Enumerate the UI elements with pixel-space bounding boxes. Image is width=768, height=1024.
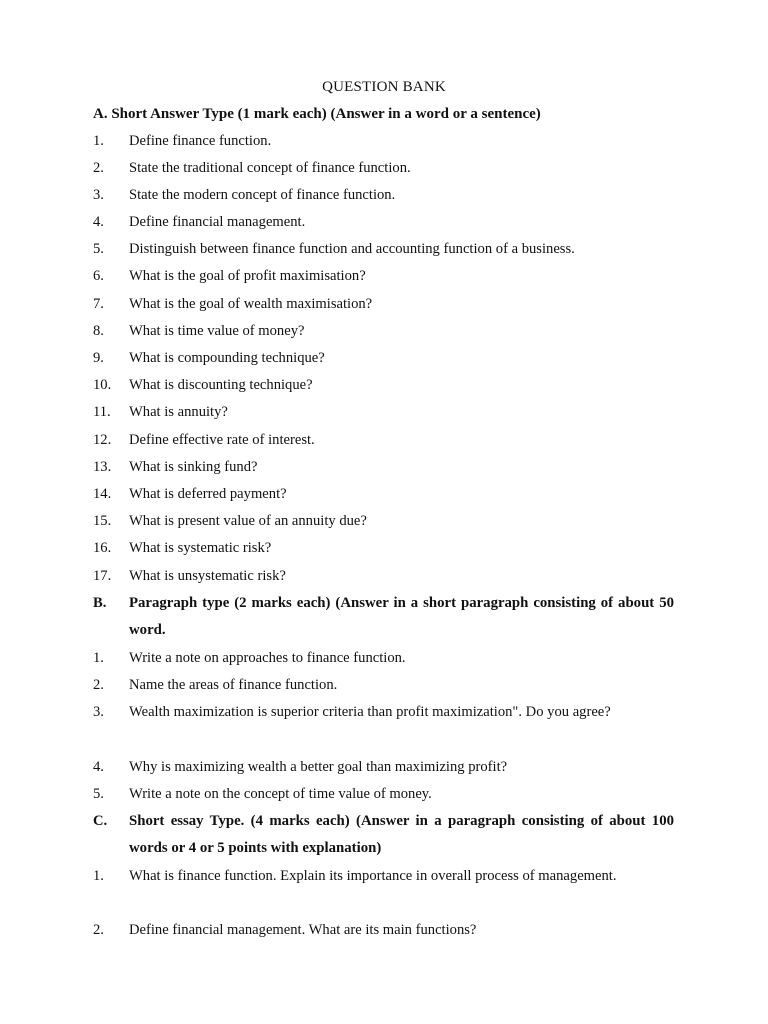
section-a-heading: A. Short Answer Type (1 mark each) (Answer in a word or a sentence) bbox=[93, 106, 541, 122]
item-number: 2. bbox=[93, 160, 104, 176]
section-c-heading bbox=[93, 808, 674, 862]
section-label: B. bbox=[93, 595, 107, 611]
item-number: 2. bbox=[93, 922, 104, 938]
item-text: Why is maximizing wealth a better goal than maximizing profit? bbox=[129, 759, 508, 775]
item-text: What is present value of an annuity due? bbox=[129, 513, 367, 529]
section-b-heading bbox=[93, 590, 674, 644]
item-number: 3. bbox=[93, 704, 104, 720]
item-text: Define finance function. bbox=[129, 133, 272, 149]
page-title: QUESTION BANK bbox=[322, 79, 446, 95]
item-number: 2. bbox=[93, 677, 104, 693]
item-text: Define effective rate of interest. bbox=[129, 432, 315, 448]
item-number: 9. bbox=[93, 350, 104, 366]
item-text: What is systematic risk? bbox=[129, 540, 272, 556]
item-text: What is time value of money? bbox=[129, 323, 305, 339]
item-number: 5. bbox=[93, 241, 104, 257]
item-number: 1. bbox=[93, 133, 104, 149]
item-text: Distinguish between finance function and accounting function of a business. bbox=[129, 241, 575, 257]
item-text: Write a note on the concept of time value of money. bbox=[129, 786, 432, 802]
item-text: Name the areas of finance function. bbox=[129, 677, 338, 693]
item-number: 4. bbox=[93, 214, 104, 230]
list-item bbox=[93, 699, 674, 726]
item-number: 12. bbox=[93, 432, 112, 448]
item-number: 6. bbox=[93, 268, 104, 284]
item-number: 1. bbox=[93, 650, 104, 666]
item-text: What is the goal of profit maximisation? bbox=[129, 268, 366, 284]
item-text: What is deferred payment? bbox=[129, 486, 287, 502]
item-text: Define financial management. bbox=[129, 214, 306, 230]
item-number: 10. bbox=[93, 377, 112, 393]
item-number: 1. bbox=[93, 868, 104, 884]
item-text: State the traditional concept of finance function. bbox=[129, 160, 411, 176]
item-text: What is discounting technique? bbox=[129, 377, 313, 393]
item-text: State the modern concept of finance function. bbox=[129, 187, 396, 203]
item-text: What is finance function. Explain its importance in overall process of management. bbox=[129, 868, 617, 884]
item-number: 14. bbox=[93, 486, 112, 502]
item-text: Write a note on approaches to finance function. bbox=[129, 650, 406, 666]
item-number: 8. bbox=[93, 323, 104, 339]
item-number: 13. bbox=[93, 459, 112, 475]
item-number: 16. bbox=[93, 540, 112, 556]
item-number: 11. bbox=[93, 404, 111, 420]
item-text: Define financial management. What are its main functions? bbox=[129, 922, 477, 938]
item-number: 4. bbox=[93, 759, 104, 775]
item-number: 3. bbox=[93, 187, 104, 203]
item-number: 15. bbox=[93, 513, 112, 529]
item-text: Wealth maximization is superior criteria than profit maximization". Do you agree? bbox=[129, 704, 611, 720]
section-heading-text: Short essay Type. (4 marks each) (Answer in a paragraph consisting of about 100 words or 4 or 5 points with explanation) bbox=[129, 813, 674, 857]
section-label: C. bbox=[93, 813, 108, 829]
item-text: What is the goal of wealth maximisation? bbox=[129, 296, 373, 312]
item-number: 7. bbox=[93, 296, 104, 312]
item-text: What is sinking fund? bbox=[129, 459, 258, 475]
item-number: 17. bbox=[93, 568, 112, 584]
item-text: What is annuity? bbox=[129, 404, 228, 420]
item-number: 5. bbox=[93, 786, 104, 802]
item-text: What is unsystematic risk? bbox=[129, 568, 286, 584]
section-heading-text: Paragraph type (2 marks each) (Answer in a short paragraph consisting of about 50 word. bbox=[129, 595, 674, 639]
item-text: What is compounding technique? bbox=[129, 350, 325, 366]
list-item bbox=[93, 863, 674, 890]
